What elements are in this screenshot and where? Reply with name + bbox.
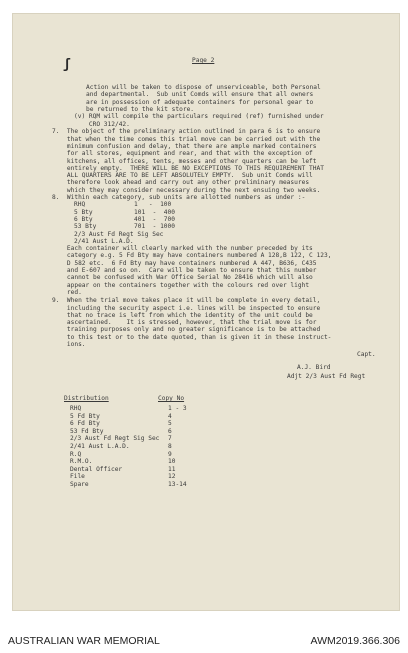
distribution-recipient: Dental Officer [70,465,123,473]
paragraph-line: that no trace is left from which the identity of the unit could be [52,311,313,319]
distribution-recipient: RHQ [70,405,82,412]
allotment-unit: 5 Bty [74,208,93,216]
paragraph-line: are in possession of adequate containers for personal gear to [86,98,314,106]
allotment-range: 1 - 100 [134,201,172,209]
signature-title: Adjt 2/3 Aust Fd Regt [287,373,366,380]
paragraph-line: 9. When the trial move takes place it will be complete in every detail, [52,297,321,305]
paragraph-line: that when the time comes this trial move can be carried out with the [52,135,321,143]
paragraph-line: kitchens, all offices, tents, messes and other quarters can be left [52,157,317,165]
document-text [12,13,400,611]
distribution-copy-number: 4 [168,412,172,420]
allotment-unit: 53 Bty [74,223,97,231]
distribution-recipient: 53 Fd Bty [70,427,104,435]
distribution-recipient: 2/3 Aust Fd Regt Sig Sec [70,435,160,443]
paragraph-line: which they may consider necessary during the next ensuing two weeks. [52,186,321,194]
paragraph-line: to this test or to the date quoted, than is given it in these instruct- [52,333,332,341]
distribution-copy-number: 9 [168,450,172,458]
distribution-recipient: R.Q [70,450,82,458]
distribution-copy-number: 13-14 [168,481,187,488]
distribution-recipient: File [70,473,85,481]
paragraph-line: ions. [52,341,86,348]
paragraph-line: Each container will clearly marked with the number preceded by its [52,245,313,253]
distribution-copy-number: 11 [168,465,176,473]
paragraph-line: category e.g. 5 Fd Bty may have containers numbered A 128,B 122, C 123, [52,252,332,260]
footer-accession-number: AWM2019.366.306 [310,635,400,647]
distribution-copy-number: 6 [168,427,172,435]
signature-name: A.J. Bird [297,364,331,371]
paragraph-line: minimum confusion and delay, that there are ample marked containers [52,142,317,150]
allotment-unit: 2/3 Aust Fd Regt Sig Sec [74,230,164,238]
paragraph-line: be returned to the kit store. [86,105,195,113]
footer-institution: AUSTRALIAN WAR MEMORIAL [8,635,160,647]
paragraph-line: cannot be confused with War Office Serial No 28416 which will also [52,274,313,282]
document-page [12,13,400,611]
paragraph-line: and E-607 and so on. Care will be taken to ensure that this number [52,267,317,274]
distribution-copy-number: 12 [168,473,176,481]
distribution-copy-number: 1 - 3 [168,405,187,412]
distribution-heading: Distribution [64,395,109,402]
paragraph-line: appear on the containers together with the colours red over light [52,281,310,289]
paragraph-line: training purposes only and no greater significance is to be attached [52,326,321,334]
allotment-range: 401 - 700 [134,215,175,223]
signature-rank: Capt. [357,351,376,358]
allotment-range: 701 - 1000 [134,223,175,231]
allotment-unit: 6 Bty [74,215,93,223]
paragraph-line: (v) RQM will compile the particulars required (ref) furnished under [74,113,324,121]
distribution-recipient: 2/41 Aust L.A.D. [70,443,130,450]
paragraph-line: for all stores, equipment and rear, and that with the exception of [52,150,313,158]
paragraph-line: and departmental. Sub unit Comds will ensure that all owners [86,91,314,99]
distribution-copy-number: 5 [168,420,172,428]
paragraph-line: ALL QUARTERS ARE TO BE LEFT ABSOLUTELY EMPTY. Sub unit Comds will [52,172,313,180]
paragraph-line: red. [52,288,82,296]
distribution-recipient: 5 Fd Bty [70,412,100,420]
paragraph-line: entirely empty. THERE WILL BE NO EXCEPTIONS TO THIS REQUIREMENT THAT [52,164,324,172]
distribution-copy-heading: Copy No [158,395,185,402]
paragraph-line: ascertained. It is stressed, however, that the trial move is for [52,319,317,327]
paragraph-line: D 582 etc. 6 Fd Bty may have containers numbered A 447, B636, C435 [52,259,317,267]
distribution-copy-number: 7 [168,435,172,443]
distribution-copy-number: 8 [168,443,172,450]
paragraph-line: 7. The object of the preliminary action outlined in para 6 is to ensure [52,128,321,136]
allotment-range: 101 - 400 [134,208,175,216]
allotment-unit: RHQ [74,201,86,209]
distribution-recipient: R.M.O. [70,458,93,466]
page-label: Page 2 [192,57,215,64]
footer-bar [0,618,408,653]
paragraph-line: therefore look ahead and carry out any other preliminary measures [52,179,310,187]
distribution-recipient: 6 Fd Bty [70,420,100,428]
distribution-copy-number: 10 [168,458,176,466]
distribution-recipient: Spare [70,481,89,488]
paragraph-line: CRO 312/42. [74,120,130,128]
paragraph-line: Action will be taken to dispose of unserviceable, both Personal [86,84,321,91]
paragraph-line: including the security aspect i.e. lines will be inspected to ensure [52,304,321,312]
margin-mark: ʃ [63,57,71,72]
paragraph-line: 8. Within each category, sub units are allotted numbers as under :- [52,194,306,201]
allotment-unit: 2/41 Aust L.A.D. [74,237,134,245]
